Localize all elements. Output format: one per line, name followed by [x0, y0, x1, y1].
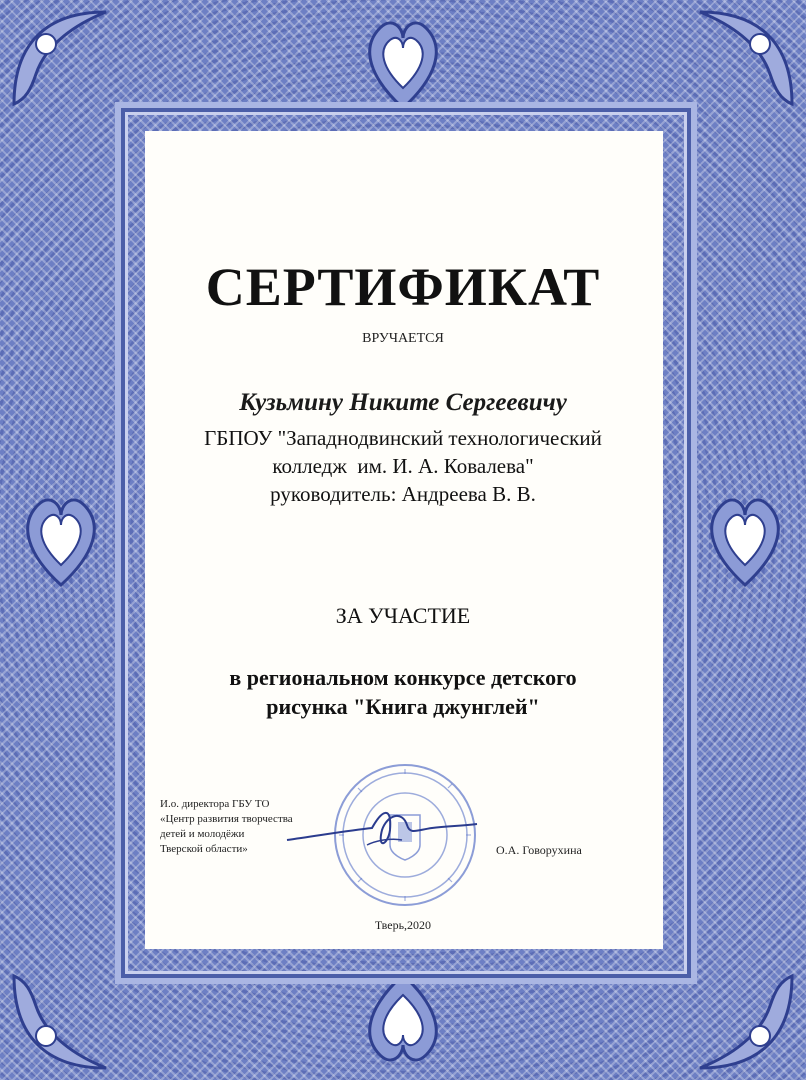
top-left-corner-ornament [6, 4, 116, 114]
signer-name: О.А. Говорухина [496, 843, 582, 857]
bottom-left-corner-ornament [6, 966, 116, 1076]
award-heading: ЗА УЧАСТИЕ [335, 603, 471, 628]
organization-line: колледж им. И. А. Ковалева" [272, 454, 534, 478]
signer-title-line: «Центр развития творчества [160, 813, 293, 825]
certificate-subtitle: ВРУЧАЕТСЯ [362, 331, 444, 346]
certificate-title: СЕРТИФИКАТ [205, 257, 601, 317]
supervisor-line: руководитель: Андреева В. В. [270, 482, 536, 506]
top-heart-ornament [360, 8, 446, 118]
award-reason-line: в региональном конкурсе детского [229, 665, 577, 690]
bottom-heart-ornament [360, 965, 446, 1075]
recipient-name: Кузьмину Никите Сергеевичу [239, 389, 567, 416]
signer-title [160, 797, 320, 857]
award-reason-line: рисунка "Книга джунглей" [266, 694, 540, 719]
top-right-corner-ornament [690, 4, 800, 114]
place-and-year: Тверь,2020 [374, 918, 432, 932]
organization-line: ГБПОУ "Западнодвинский технологический [204, 426, 602, 450]
bottom-right-corner-ornament [690, 966, 800, 1076]
signer-title-line: детей и молодёжи [160, 828, 245, 840]
signer-title-line: Тверской области» [160, 843, 248, 855]
signer-title-line: И.о. директора ГБУ ТО [160, 798, 270, 810]
